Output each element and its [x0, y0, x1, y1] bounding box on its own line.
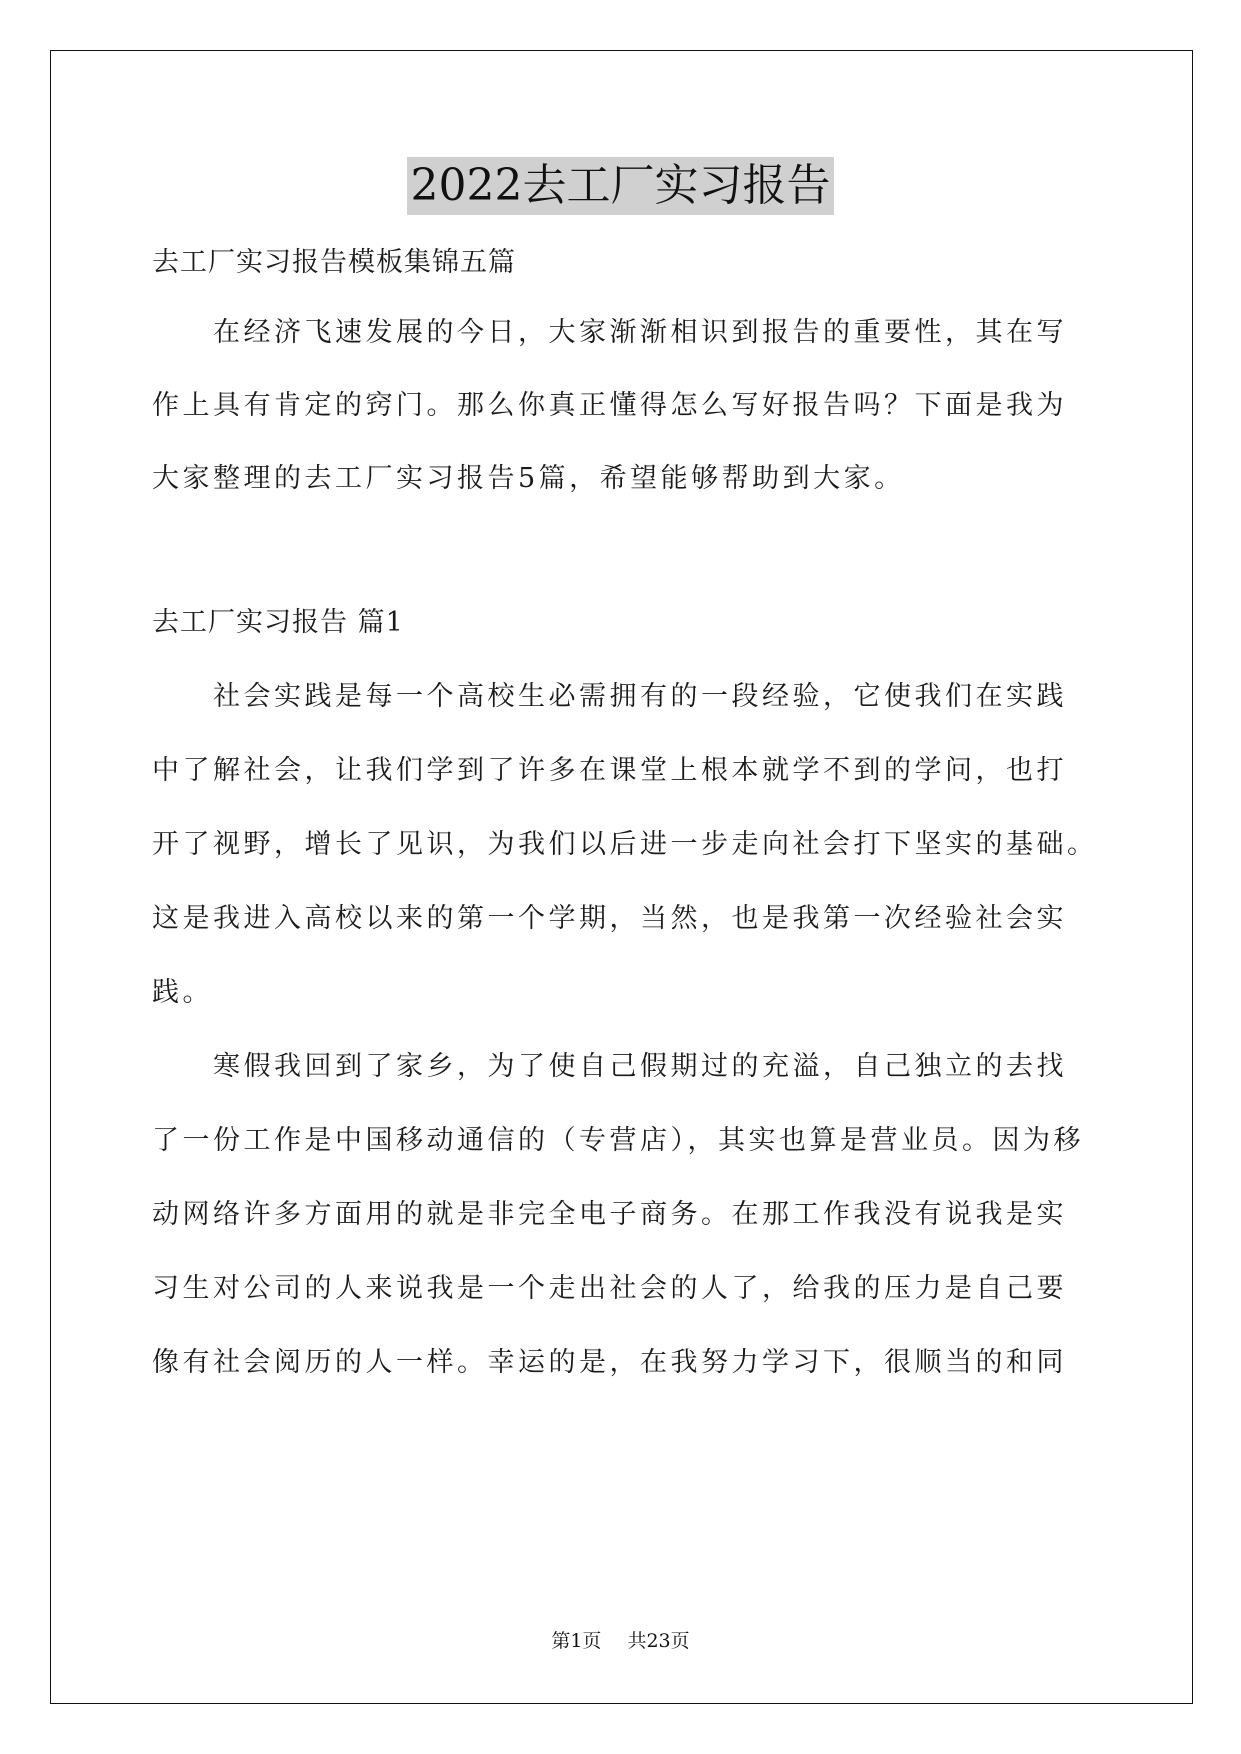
para2-line-2: 了一份工作是中国移动通信的（专营店），其实也算是营业员。因为移 [152, 1125, 1084, 1156]
para2-line-4: 习生对公司的人来说我是一个走出社会的人了，给我的压力是自己要 [152, 1273, 1067, 1304]
page-number: 第1页 [551, 1630, 602, 1652]
document-title: 2022去工厂实习报告 [407, 157, 835, 215]
para1-line-2: 中了解社会，让我们学到了许多在课堂上根本就学不到的学问，也打 [152, 755, 1067, 786]
document-title-wrap [0, 157, 1241, 215]
para2-line-5: 像有社会阅历的人一样。幸运的是，在我努力学习下，很顺当的和同 [152, 1347, 1067, 1378]
page-total: 共23页 [627, 1630, 690, 1652]
para1-line-5: 践。 [152, 977, 213, 1008]
para2-line-3: 动网络许多方面用的就是非完全电子商务。在那工作我没有说我是实 [152, 1199, 1067, 1230]
intro-line-1: 在经济飞速发展的今日，大家渐渐相识到报告的重要性，其在写 [152, 317, 1067, 348]
intro-line-3: 大家整理的去工厂实习报告5篇，希望能够帮助到大家。 [152, 463, 905, 494]
para1-line-1: 社会实践是每一个高校生必需拥有的一段经验，它使我们在实践 [152, 681, 1067, 712]
page-footer [0, 1626, 1241, 1653]
para2-line-1: 寒假我回到了家乡，为了使自己假期过的充溢，自己独立的去找 [152, 1051, 1067, 1082]
page-border [50, 50, 1193, 1704]
section-heading: 去工厂实习报告 篇1 [152, 607, 404, 638]
document-subtitle: 去工厂实习报告模板集锦五篇 [152, 247, 516, 278]
para1-line-3: 开了视野，增长了见识，为我们以后进一步走向社会打下坚实的基础。 [152, 829, 1098, 860]
intro-line-2: 作上具有肯定的窍门。那么你真正懂得怎么写好报告吗？下面是我为 [152, 390, 1067, 421]
para1-line-4: 这是我进入高校以来的第一个学期，当然，也是我第一次经验社会实 [152, 903, 1067, 934]
